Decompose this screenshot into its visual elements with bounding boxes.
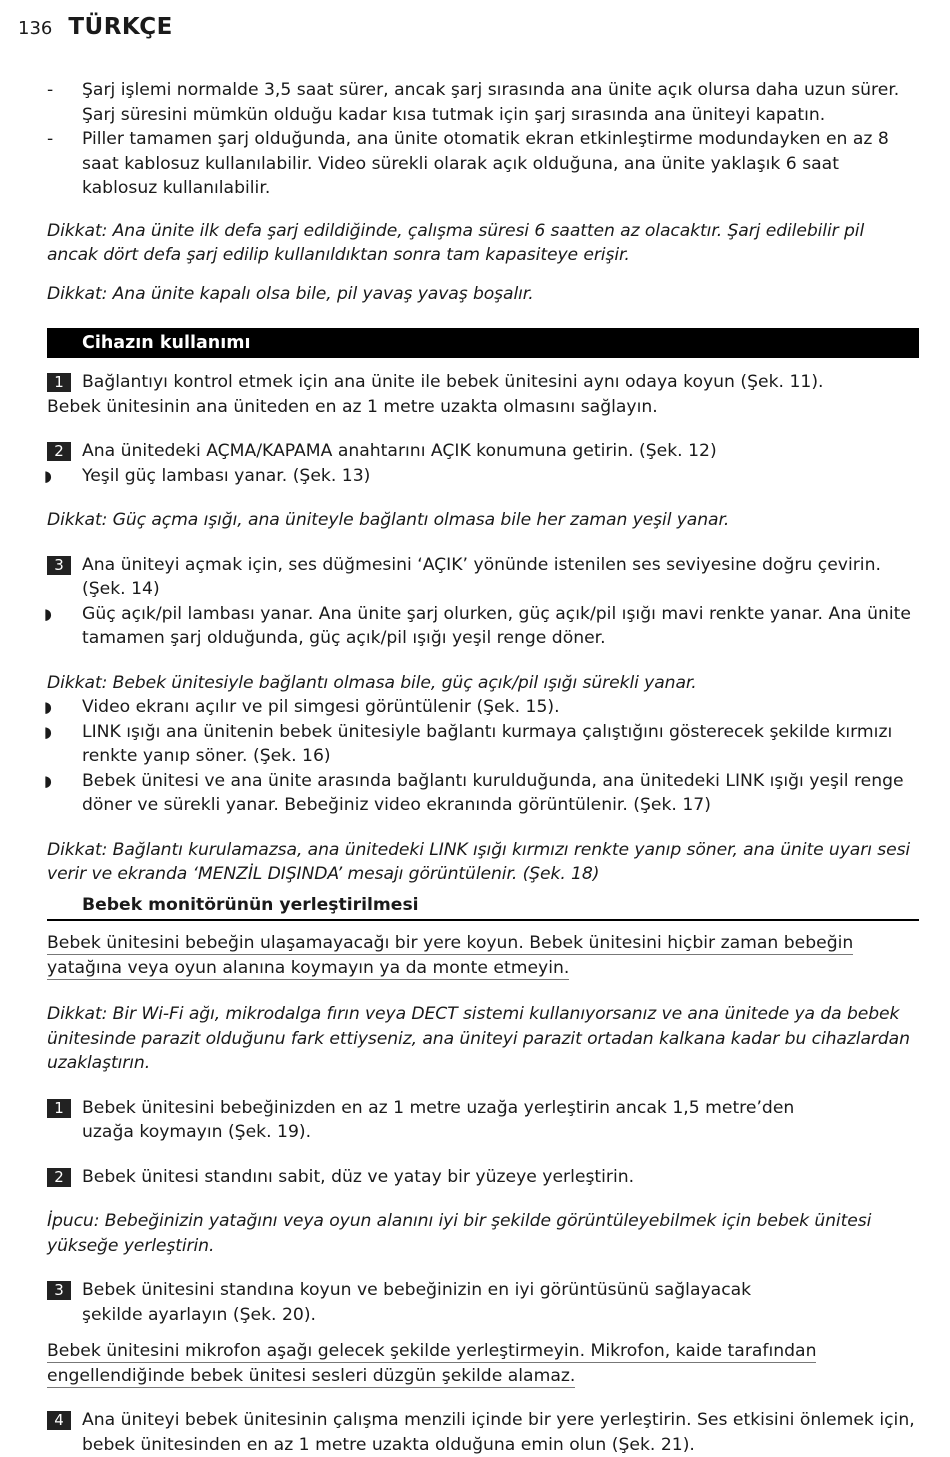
note-discharge: Dikkat: Ana ünite kapalı olsa bile, pil yavaş yavaş boşalır. [47,283,534,304]
note-charge: Dikkat: Ana ünite ilk defa şarj edildiğinde, çalışma süresi 6 saatten az olacaktır. Şarj edilebilir pil ancak dört defa şarj edilip kullanıldıktan sonra tam kapasiteye erişir. [47,220,865,265]
arrow-bullet-icon: ◗ [44,722,52,741]
step-number: 3 [47,1281,71,1300]
page-number: 136 [18,18,53,39]
arrow-bullet-icon: ◗ [44,771,52,790]
step-number: 3 [47,556,71,575]
arrow-bullet-icon: ◗ [44,698,52,716]
section-heading-placement: Bebek monitörünün yerleştirilmesi [47,893,919,922]
section-heading-usage: Cihazın kullanımı [47,328,919,358]
step-2: 2 Ana ünitedeki AÇMA/KAPAMA anahtarını AÇIK konumuna getirin. (Şek. 12) [47,439,919,464]
dash-marker: - [47,80,54,100]
step-1: 1 Bebek ünitesini bebeğinizden en az 1 metre uzağa yerleştirin ancak 1,5 metre’den uzağa koymayın (Şek. 19). [47,1096,919,1145]
step-1: 1 Bağlantıyı kontrol etmek için ana ünite ile bebek ünitesini aynı odaya koyun (Şek. 11). [47,370,919,395]
tip: İpucu: Bebeğinizin yatağını veya oyun alanını iyi bir şekilde görüntüleyebilmek için bebek ünitesi yükseğe yerleştirin. [47,1211,872,1256]
page-header [18,14,173,44]
warning-reach: Bebek ünitesini bebeğin ulaşamayacağı bir yere koyun. Bebek ünitesini hiçbir zaman bebeğin yatağına veya oyun alanına koymayın ya da monte etmeyin. [47,933,854,978]
language-title: TÜRKÇE [68,14,173,40]
step-4: 4 Ana üniteyi bebek ünitesinin çalışma menzili içinde bir yere yerleştirin. Ses etkisini önlemek için, bebek ünitesinden en az 1 metre uzakta olduğuna emin olun (Şek. 21). [47,1408,919,1457]
list-item: ◗ Video ekranı açılır ve pil simgesi görüntülenir (Şek. 15). [47,695,919,720]
step-3: 3 Ana üniteyi açmak için, ses düğmesini ‘AÇIK’ yönünde istenilen ses seviyesine doğru çevirin. (Şek. 14) [47,553,919,602]
note-range: Dikkat: Bağlantı kurulamazsa, ana ünitedeki LINK ışığı kırmızı renkte yanıp söner, ana ünite uyarı sesi verir ve ekranda ‘MENZİL DIŞINDA’ mesajı görüntülenir. (Şek. 18) [47,839,911,884]
step-2: 2 Bebek ünitesi standını sabit, düz ve yatay bir yüzeye yerleştirin. [47,1165,919,1190]
warning-microphone: Bebek ünitesini mikrofon aşağı gelecek şekilde yerleştirmeyin. Mikrofon, kaide tarafından engellendiğinde bebek ünitesi sesleri düzgün şekilde alamaz. [47,1341,817,1386]
arrow-bullet-icon: ◗ [44,466,52,485]
step-1-subtext: Bebek ünitesinin ana üniteden en az 1 metre uzakta olmasını sağlayın. [47,396,658,417]
intro-bullet: - Şarj işlemi normalde 3,5 saat sürer, ancak şarj sırasında ana ünite açık olursa daha uzun sürer. Şarj süresini mümkün olduğu kadar kısa tutmak için şarj sırasında ana üniteyi kapatın. [47,80,900,125]
note-power-light: Dikkat: Güç açma ışığı, ana üniteyle bağlantı olmasa bile her zaman yeşil yanar. [47,510,730,530]
dash-marker: - [47,129,54,149]
list-item: ◗ LINK ışığı ana ünitenin bebek ünitesiyle bağlantı kurmaya çalıştığını gösterecek şekilde kırmızı renkte yanıp söner. (Şek. 16) [44,721,893,766]
step-number: 2 [47,442,71,461]
step-number: 2 [47,1168,71,1187]
intro-bullet: - Piller tamamen şarj olduğunda, ana ünite otomatik ekran etkinleştirme modundayken en az 8 saat kablosuz kullanılabilir. Video sürekli olarak açık olduğuna, ana ünite yaklaşık 6 saat kablosuz kullanılabilir. [47,129,889,198]
arrow-bullet-icon: ◗ [44,604,52,623]
note-link: Dikkat: Bebek ünitesiyle bağlantı olmasa bile, güç açık/pil ışığı sürekli yanar. [47,672,697,693]
step-number: 1 [47,1099,71,1118]
list-item: ◗ Bebek ünitesi ve ana ünite arasında bağlantı kurulduğunda, ana ünitedeki LINK ışığı yeşil renge döner ve sürekli yanar. Bebeğiniz video ekranında görüntülenir. (Şek. 17) [44,770,904,815]
step-3: 3 Bebek ünitesini standına koyun ve bebeğinizin en iyi görüntüsünü sağlayacak şekilde ayarlayın (Şek. 20). [47,1278,919,1327]
page-content [44,78,919,1457]
step-2-result: ◗ Yeşil güç lambası yanar. (Şek. 13) [47,464,919,489]
step-number: 4 [47,1411,71,1430]
note-wifi: Dikkat: Bir Wi-Fi ağı, mikrodalga fırın veya DECT sistemi kullanıyorsanız ve ana ünitede ya da bebek ünitesinde parazit olduğunu fark ettiyseniz, ana üniteyi parazit ortadan kalkana kadar bu cihazlardan uzaklaştırın. [47,1004,910,1073]
step-3-result: ◗ Güç açık/pil lambası yanar. Ana ünite şarj olurken, güç açık/pil ışığı mavi renkte yanar. Ana ünite tamamen şarj olduğunda, güç açık/pil ışığı yeşil renge döner. [44,603,911,648]
step-number: 1 [47,373,71,392]
